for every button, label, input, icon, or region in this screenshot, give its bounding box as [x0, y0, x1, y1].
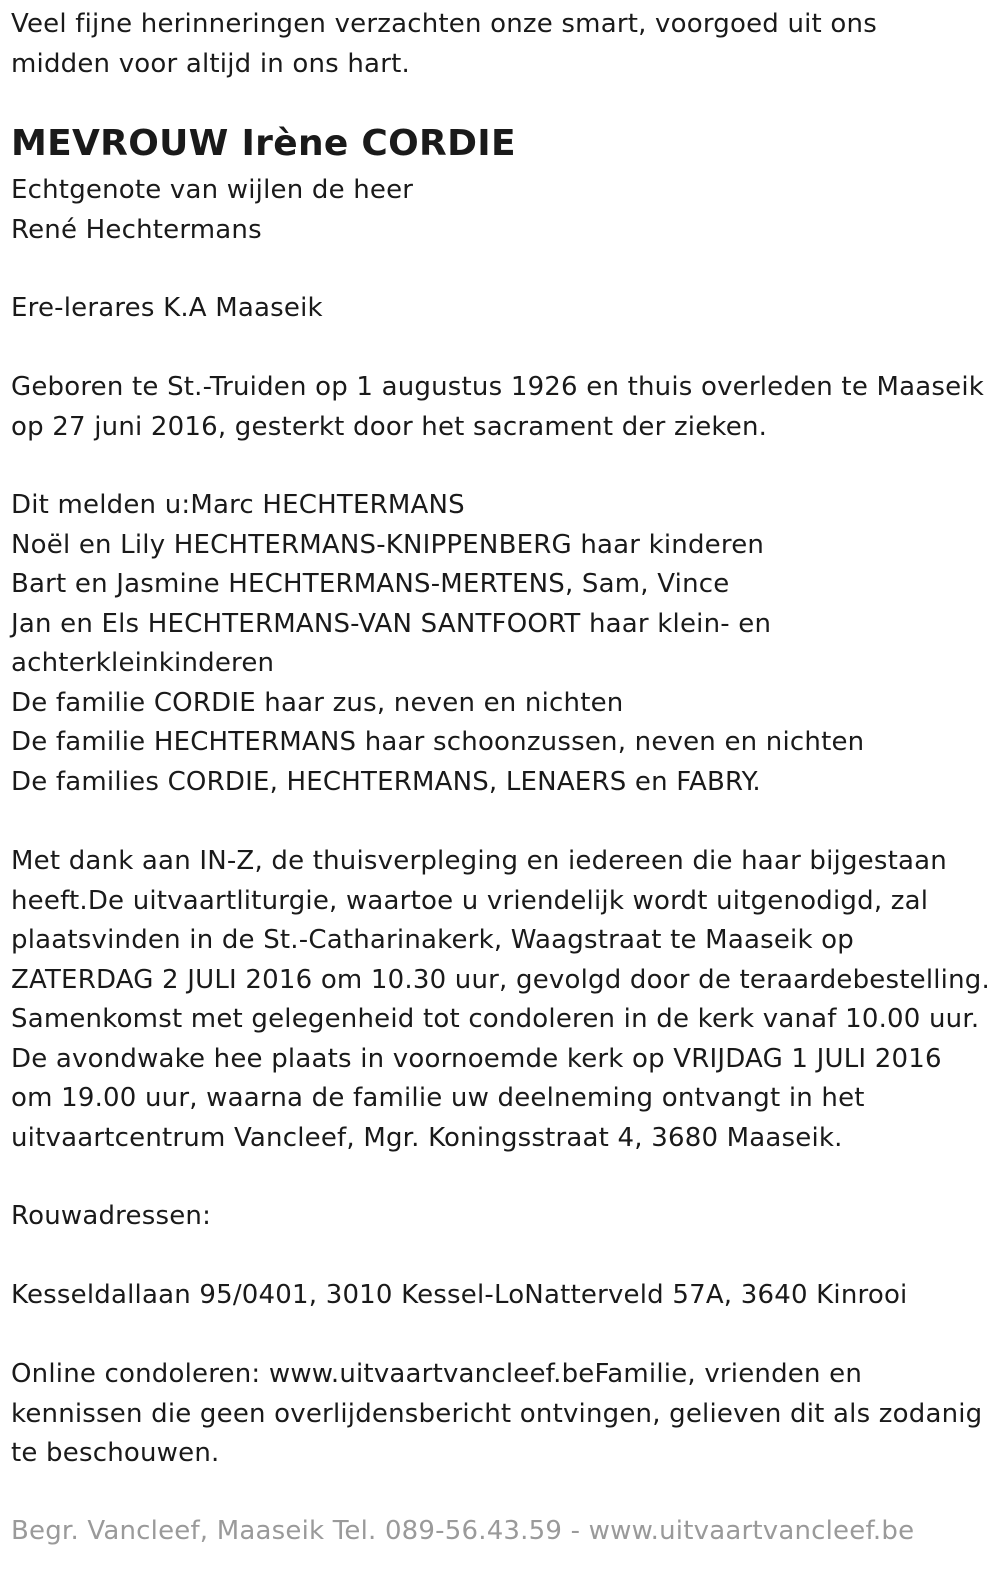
ceremony-line: Samenkomst met gelegenheid tot condoleren in de kerk vanaf 10.00 uur. [11, 1004, 980, 1034]
birth-death-line: op 27 juni 2016, gesterkt door het sacrament der zieken. [11, 411, 768, 442]
ceremony-line: ZATERDAG 2 JULI 2016 om 10.30 uur, gevolgd door de teraardebestelling. [11, 964, 990, 995]
addresses-heading-text: Rouwadressen: [11, 1201, 212, 1231]
family-line: achterkleinkinderen [11, 648, 275, 678]
ceremony-line: uitvaartcentrum Vancleef, Mgr. Koningsstraat 4, 3680 Maaseik. [11, 1122, 843, 1153]
spouse-text [11, 171, 986, 250]
spouse-line: René Hechtermans [11, 214, 262, 245]
occupation-line: Ere-lerares K.A Maaseik [11, 293, 323, 323]
addresses-heading [11, 1197, 986, 1237]
ceremony-line: Met dank aan IN-Z, de thuisverpleging en iedereen die haar bijgestaan [11, 846, 947, 876]
ceremony-line: om 19.00 uur, waarna de familie uw deelneming ontvangt in het [11, 1083, 865, 1113]
spouse-line: Echtgenote van wijlen de heer [11, 175, 414, 205]
condolences-text [11, 1355, 986, 1474]
intro-text [11, 5, 986, 84]
condolences-line: Online condoleren: www.uitvaartvancleef.beFamilie, vrienden en [11, 1359, 863, 1389]
occupation-text [11, 289, 986, 329]
ceremony-line: heeft.De uitvaartliturgie, waartoe u vriendelijk wordt uitgenodigd, zal [11, 885, 929, 916]
intro-line: Veel fijne herinneringen verzachten onze smart, voorgoed uit ons [11, 9, 877, 39]
ceremony-text [11, 842, 990, 1158]
intro-line: midden voor altijd in ons hart. [11, 48, 410, 79]
family-line: De families CORDIE, HECHTERMANS, LENAERS en FABRY. [11, 766, 761, 797]
condolences-line: te beschouwen. [11, 1438, 220, 1468]
ceremony-line: plaatsvinden in de St.-Catharinakerk, Waagstraat te Maaseik op [11, 925, 854, 955]
addresses-text [11, 1276, 986, 1316]
family-line: Noël en Lily HECHTERMANS-KNIPPENBERG haar kinderen [11, 529, 765, 560]
family-line: Dit melden u:Marc HECHTERMANS [11, 490, 465, 520]
family-line: Jan en Els HECHTERMANS-VAN SANTFOORT haar klein- en [11, 608, 772, 639]
ceremony-line: De avondwake hee plaats in voornoemde kerk op VRIJDAG 1 JULI 2016 [11, 1043, 942, 1074]
birth-death-text [11, 368, 986, 447]
family-line: Bart en Jasmine HECHTERMANS-MERTENS, Sam, Vince [11, 569, 730, 599]
condolences-line: kennissen die geen overlijdensbericht ontvingen, gelieven dit als zodanig [11, 1398, 983, 1429]
birth-death-line: Geboren te St.-Truiden op 1 augustus 1926 en thuis overleden te Maaseik [11, 372, 985, 402]
address-line: Kesseldallaan 95/0401, 3010 Kessel-LoNatterveld 57A, 3640 Kinrooi [11, 1280, 908, 1310]
family-line: De familie HECHTERMANS haar schoonzussen, neven en nichten [11, 727, 865, 757]
funeral-home-footer: Begr. Vancleef, Maaseik Tel. 089-56.43.59 - www.uitvaartvancleef.be [11, 1516, 915, 1546]
family-list [11, 486, 986, 802]
family-line: De familie CORDIE haar zus, neven en nichten [11, 687, 624, 718]
deceased-name: MEVROUW Irène CORDIE [11, 123, 516, 164]
